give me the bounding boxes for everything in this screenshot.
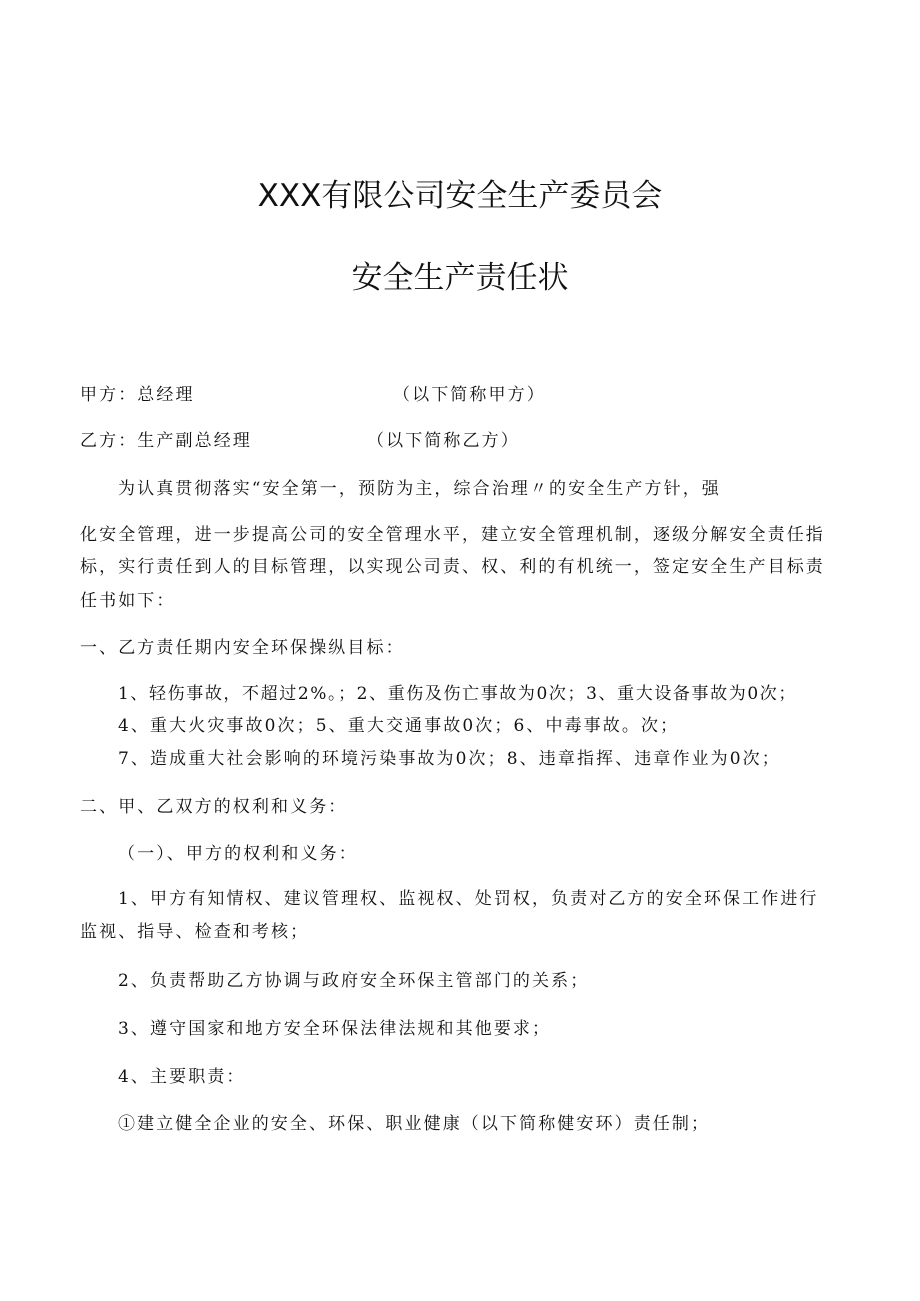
intro-line: 为认真贯彻落实“安全第一，预防为主，综合治理〃的安全生产方针，强 [118, 479, 721, 499]
target-line: 4、重大火灾事故0次；5、重大交通事故0次；6、中毒事故。次； [118, 716, 680, 736]
item2-line: 2、负责帮助乙方协调与政府安全环保主管部门的关系； [118, 971, 590, 991]
item1-line: 监视、指导、检查和考核； [80, 922, 310, 942]
target-line: 1、轻伤事故，不超过2%。；2、重伤及伤亡事故为0次；3、重大设备事故为0次； [118, 684, 797, 704]
document-subtitle: 安全生产责任状 [351, 260, 569, 296]
section2-sub1: （一）、甲方的权利和义务： [118, 844, 358, 864]
duty1-line: ①建立健全企业的安全、环保、职业健康（以下简称健安环）责任制； [118, 1114, 711, 1134]
party-a-label: 甲方：总经理 [80, 385, 195, 405]
intro-line: 任书如下： [80, 591, 176, 611]
item1-line: 1、甲方有知情权、建议管理权、监视权、处罚权，负责对乙方的安全环保工作进行 [118, 889, 819, 909]
target-line: 7、造成重大社会影响的环境污染事故为0次；8、违章指挥、违章作业为0次； [118, 749, 781, 769]
party-b-label: 乙方：生产副总经理 [80, 431, 252, 451]
item4-line: 4、主要职责： [118, 1067, 246, 1087]
intro-line: 标，实行责任到人的目标管理，以实现公司责、权、利的有机统一，签定安全生产目标责 [80, 557, 825, 577]
section1-heading: 一、乙方责任期内安全环保操纵目标： [80, 638, 405, 658]
intro-line: 化安全管理，进一步提高公司的安全管理水平，建立安全管理机制，逐级分解安全责任指 [80, 525, 825, 545]
section2-heading: 二、甲、乙双方的权利和义务： [80, 797, 348, 817]
item3-line: 3、遵守国家和地方安全环保法律法规和其他要求； [118, 1019, 552, 1039]
party-a-alias: （以下简称甲方） [393, 385, 546, 405]
party-b-alias: （以下简称乙方） [367, 431, 520, 451]
document-title: XXX有限公司安全生产委员会 [257, 178, 663, 214]
